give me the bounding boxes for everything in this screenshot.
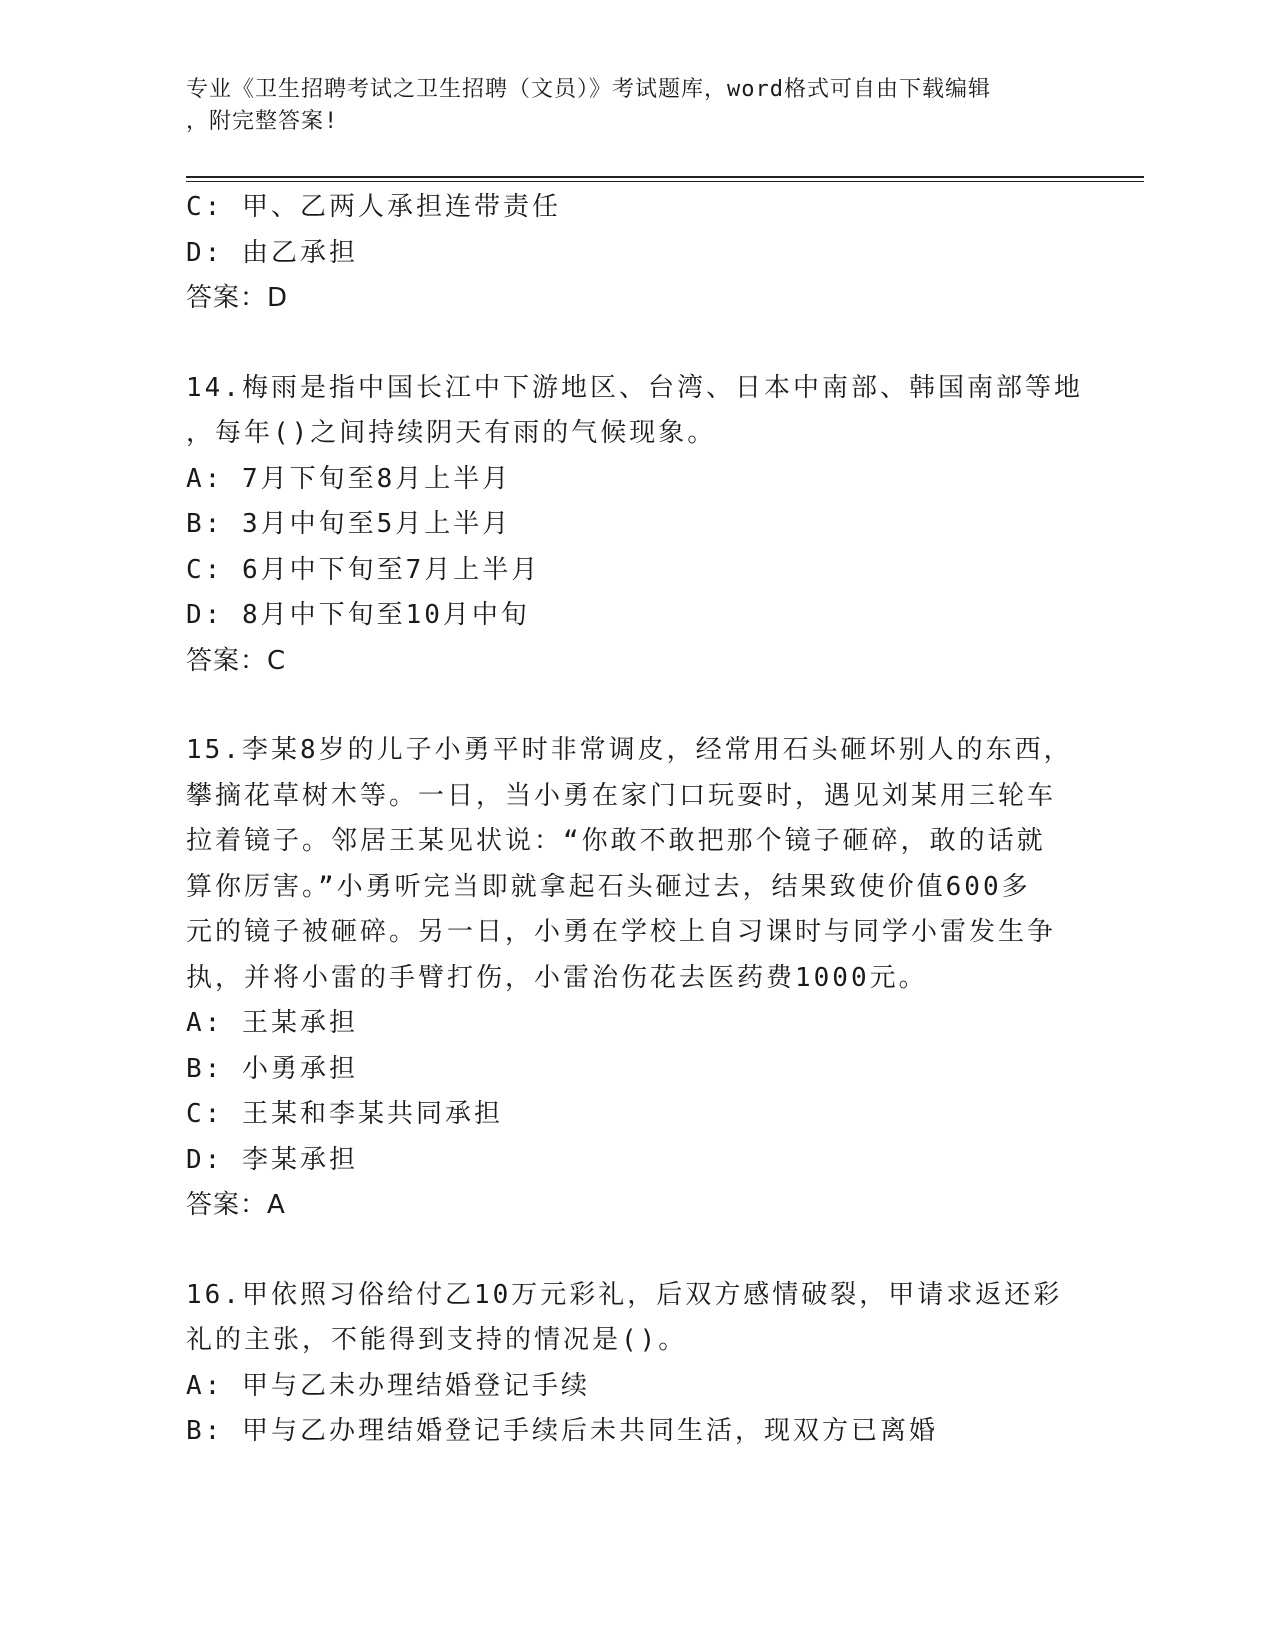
option-b: B: 小勇承担 [186,1053,358,1084]
question-stem-line: ，每年()之间持续阴天有雨的气候现象。 [186,418,717,448]
question-stem-line: 拉着镜子。邻居王某见状说：“你敢不敢把那个镜子砸碎，敢的话就 [186,826,1046,856]
spacer [186,322,1066,366]
question-stem-line: 礼的主张，不能得到支持的情况是()。 [186,1325,688,1355]
option-b: B: 3月中旬至5月上半月 [186,509,512,539]
question-stem-line: 15.李某8岁的儿子小勇平时非常调皮，经常用石头砸坏别人的东西， [186,735,1073,765]
question-14 [186,366,1083,685]
question-stem-line: 算你厉害。”小勇听完当即就拿起石头砸过去，结果致使价值600多 [186,871,1031,902]
question-16 [186,1273,1066,1455]
option-d: D: 李某承担 [186,1144,358,1175]
question-stem-line: 执，并将小雷的手臂打伤，小雷治伤花去医药费1000元。 [186,962,928,993]
question-stem-line: 攀摘花草树木等。一日，当小勇在家门口玩耍时，遇见刘某用三轮车 [186,780,1057,811]
question-stem-line: 元的镜子被砸碎。另一日，小勇在学校上自习课时与同学小雷发生争 [186,917,1057,947]
question-stem-line: 16.甲依照习俗给付乙10万元彩礼，后双方感情破裂，甲请求返还彩 [186,1279,1063,1310]
option-a: A: 甲与乙未办理结婚登记手续 [186,1370,590,1401]
option-d: D: 8月中下旬至10月中旬 [186,600,530,630]
option-d: D: 由乙承担 [186,237,358,268]
answer-label: 答案：C [186,645,287,676]
document-header [186,74,1066,138]
option-c: C: 王某和李某共同承担 [186,1099,503,1129]
option-a: A: 7月下旬至8月上半月 [186,463,512,494]
header-rule-thick [186,176,1144,178]
header-title-line-2: ，附完整答案! [186,109,339,134]
answer-label: 答案：D [186,283,289,313]
answer-label: 答案：A [186,1190,286,1220]
option-c: C: 6月中下旬至7月上半月 [186,554,541,585]
option-a: A: 王某承担 [186,1008,358,1038]
question-13-tail [186,185,1066,322]
option-b: B: 甲与乙办理结婚登记手续后未共同生活，现双方已离婚 [186,1416,938,1446]
spacer [186,684,1066,728]
header-rule-thin [186,181,1144,182]
question-list [186,185,1083,1455]
option-c: C: 甲、乙两人承担连带责任 [186,192,561,222]
question-stem-line: 14.梅雨是指中国长江中下游地区、台湾、日本中南部、韩国南部等地 [186,372,1083,403]
header-title-line-1: 专业《卫生招聘考试之卫生招聘（文员）》考试题库，word格式可自由下载编辑 [186,77,991,102]
spacer [186,1229,1066,1273]
question-15 [186,728,1073,1229]
